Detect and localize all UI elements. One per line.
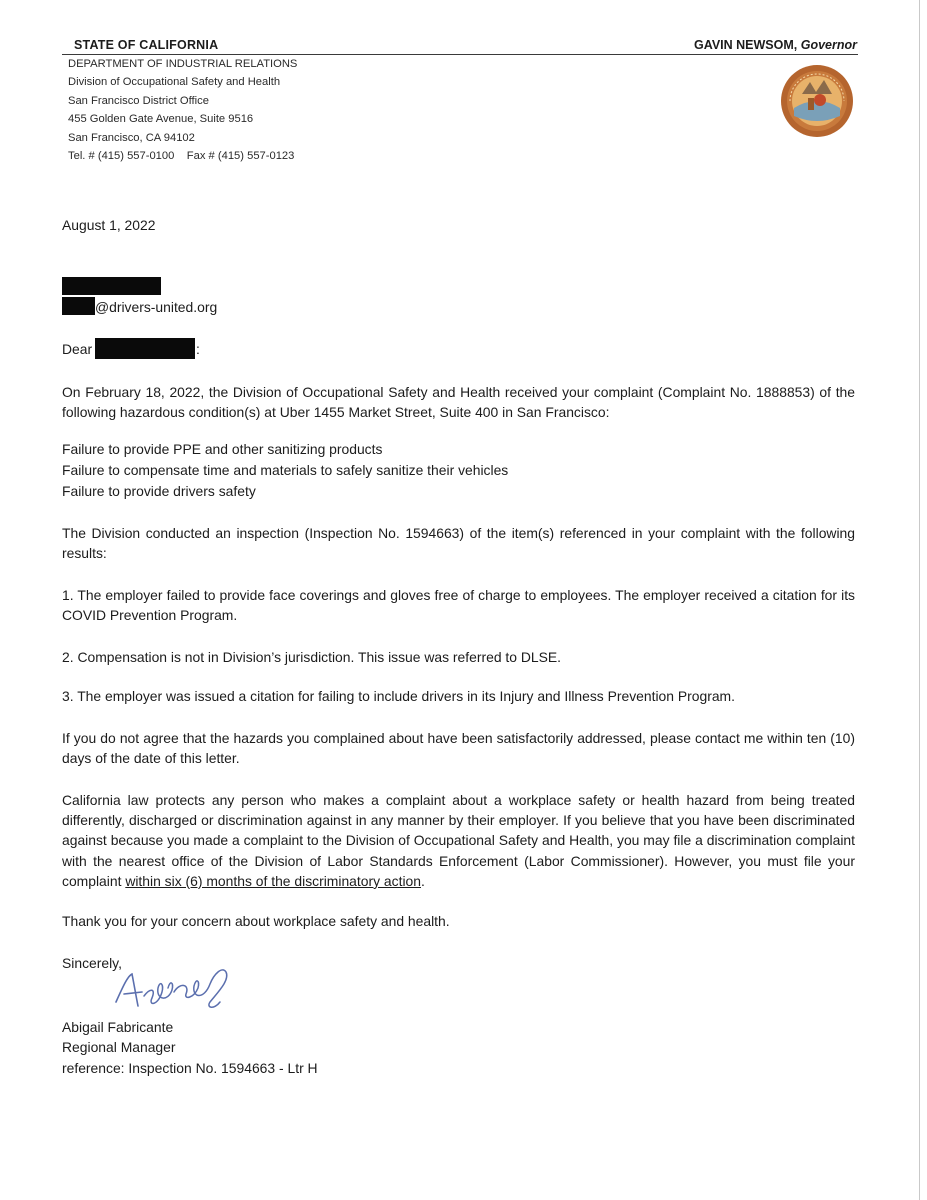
closing: Sincerely, [62,955,122,971]
address-line: San Francisco District Office [68,94,209,107]
hazard-item: Failure to provide drivers safety [62,483,256,499]
law-text: California law protects any person who makes a complaint about a workplace safety or health hazard from being treated differently, discharged or discrimination against in any manner by their employer. If you believe that you have been discriminated against because you made a complaint to the Division of Occupational Safety and Health, you may file a discrimination complaint with the nearest office of the Division of Labor Standards Enforcement (Labor Commissioner). However, you must file your complaint [62,792,855,889]
signature-icon [110,962,250,1022]
redacted-email-user [62,297,95,315]
reference-line: reference: Inspection No. 1594663 - Ltr H [62,1060,318,1076]
law-end: . [420,872,425,889]
result-item: 3. The employer was issued a citation for failing to include drivers in its Injury and Illness Prevention Program. [62,688,735,704]
recipient-email: @drivers-united.org [95,299,218,315]
signer-name: Abigail Fabricante [62,1019,174,1035]
hazard-item: Failure to compensate time and materials to safely sanitize their vehicles [62,462,509,478]
law-deadline: within six (6) months of the discriminatory action [125,872,421,889]
governor-title: Governor [800,38,857,52]
state-seal-icon [780,64,854,138]
address-line: Tel. # (415) 557-0100 Fax # (415) 557-0123 [68,150,295,163]
address-line: 455 Golden Gate Avenue, Suite 9516 [68,113,254,126]
thanks-line: Thank you for your concern about workplace safety and health. [62,913,450,929]
address-line: Division of Occupational Safety and Health [68,76,281,89]
address-line: DEPARTMENT OF INDUSTRIAL RELATIONS [68,58,298,70]
law-paragraph [62,790,855,891]
inspection-paragraph: The Division conducted an inspection (Inspection No. 1594663) of the item(s) referenced in your complaint with the following results: [62,525,855,562]
intro-paragraph: On February 18, 2022, the Division of Occupational Safety and Health received your complaint (Complaint No. 1888853) of the following hazardous condition(s) at Uber 1455 Market Street, Suite 400 in San Francisco: [62,384,855,421]
department-address [68,55,297,165]
hazard-item: Failure to provide PPE and other sanitizing products [62,441,383,457]
letter-date: August 1, 2022 [62,217,156,233]
governor-header [657,38,857,52]
address-line: San Francisco, CA 94102 [68,131,195,144]
result-item: 2. Compensation is not in Division’s jurisdiction. This issue was referred to DLSE. [62,649,561,665]
salutation-colon: : [196,341,200,357]
page-edge [919,0,920,1200]
redacted-recipient-name [62,277,161,295]
redacted-salutation-name [95,338,195,359]
governor-name: GAVIN NEWSOM, [694,38,798,52]
salutation: Dear [62,341,93,357]
disagree-paragraph: If you do not agree that the hazards you complained about have been satisfactorily addressed, please contact me within ten (10) days of the date of this letter. [62,730,855,767]
result-item: 1. The employer failed to provide face coverings and gloves free of charge to employees. The employer received a citation for its COVID Prevention Program. [62,587,855,624]
signer-title: Regional Manager [62,1039,176,1055]
state-header: STATE OF CALIFORNIA [74,38,219,52]
